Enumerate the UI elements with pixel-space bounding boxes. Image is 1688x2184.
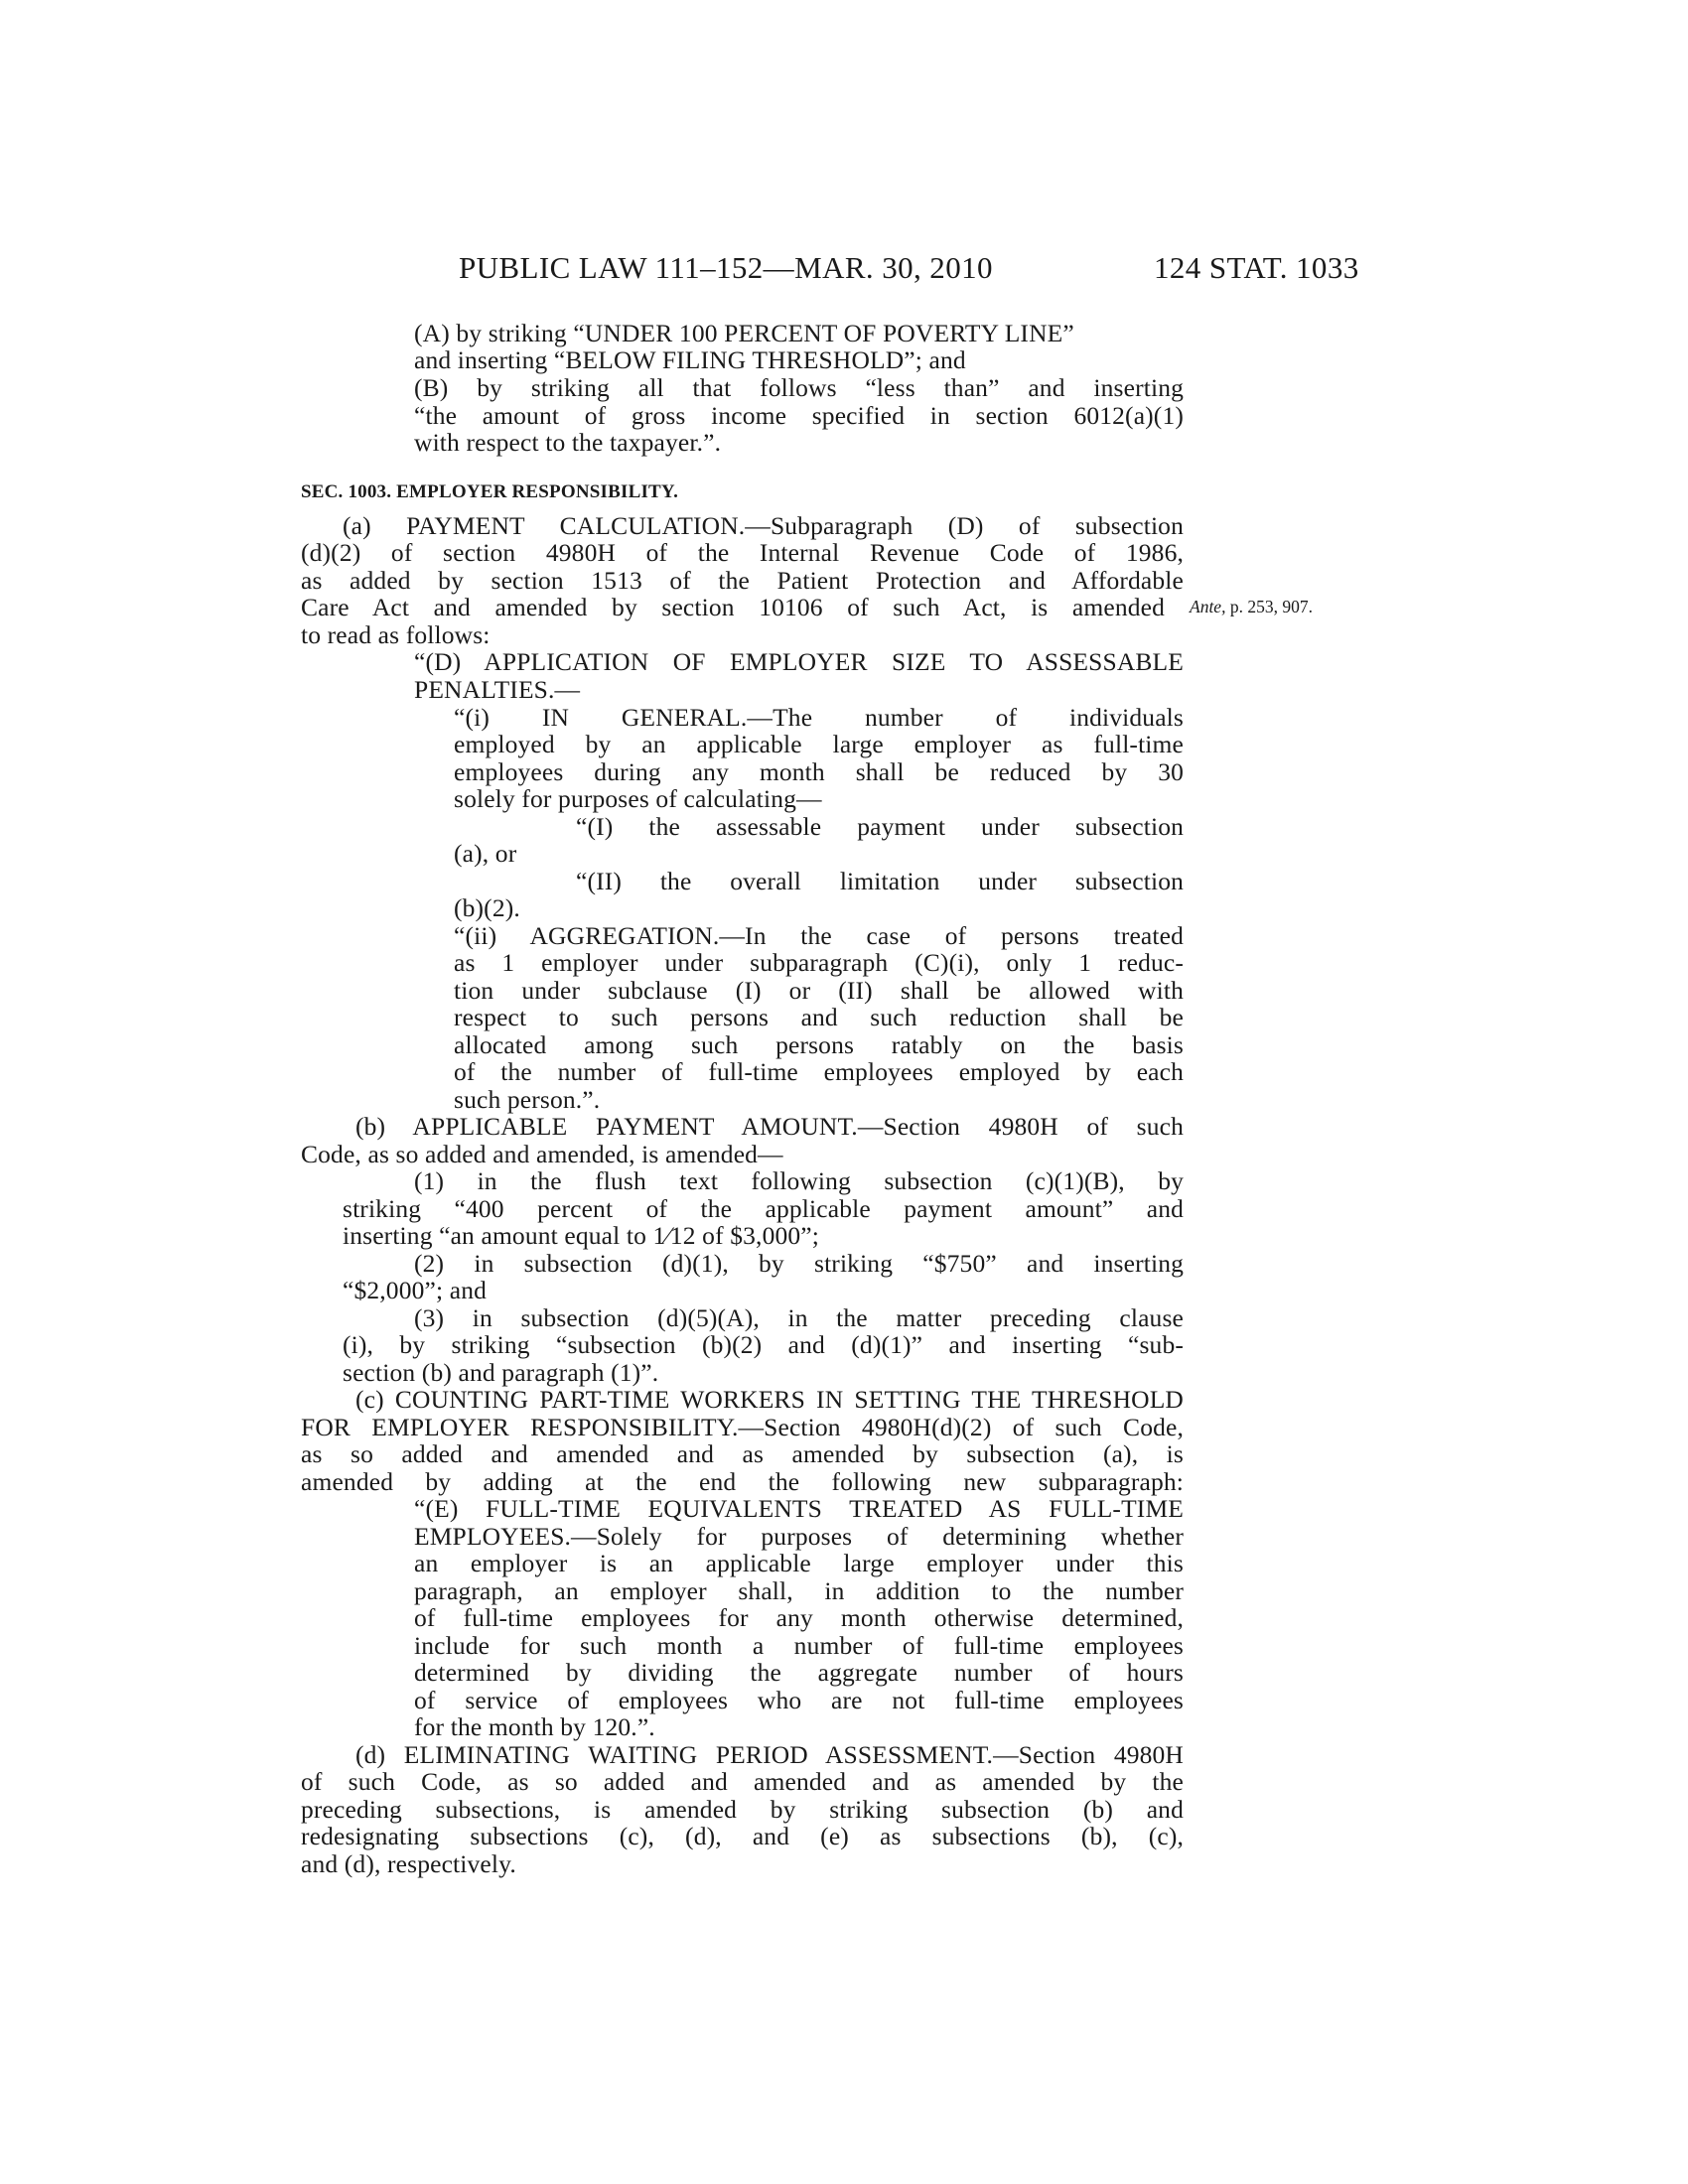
text-line: inserting “an amount equal to 1⁄12 of $3,000”;	[343, 1221, 819, 1250]
text-line: for the month by 120.”.	[414, 1712, 655, 1741]
text-line: PENALTIES.—	[414, 675, 581, 704]
text-line: (1) in the flush text following subsection (c)(1)(B), by	[414, 1166, 1184, 1195]
text-line: allocated among such persons ratably on the basis	[454, 1030, 1184, 1059]
text-line: (d) ELIMINATING WAITING PERIOD ASSESSMENT.—Section 4980H	[355, 1740, 1184, 1769]
text-line: solely for purposes of calculating—	[454, 784, 822, 813]
text-line: respect to such persons and such reduction shall be	[454, 1003, 1184, 1031]
text-line: (a), or	[454, 839, 517, 868]
text-line: “(D) APPLICATION OF EMPLOYER SIZE TO ASSESSABLE	[414, 647, 1184, 676]
text-line: (B) by striking all that follows “less than” and inserting	[414, 373, 1184, 402]
page-header-title: PUBLIC LAW 111–152—MAR. 30, 2010	[459, 250, 993, 285]
text-line: Code, as so added and amended, is amended—	[301, 1140, 783, 1168]
text-line: of the number of full-time employees employed by each	[454, 1057, 1184, 1086]
text-line: FOR EMPLOYER RESPONSIBILITY.—Section 4980H(d)(2) of such Code,	[301, 1413, 1184, 1441]
margin-note	[1190, 594, 1313, 621]
text-line: paragraph, an employer shall, in addition to the number	[414, 1576, 1184, 1605]
page-header-stat: 124 STAT. 1033	[1154, 250, 1359, 285]
margin-note-pages: p. 253, 907.	[1225, 597, 1313, 616]
text-line: redesignating subsections (c), (d), and (e) as subsections (b), (c),	[301, 1822, 1184, 1850]
text-line: (2) in subsection (d)(1), by striking “$750” and inserting	[414, 1249, 1184, 1278]
text-line: employed by an applicable large employer as full-time	[454, 730, 1184, 758]
text-line: “(I) the assessable payment under subsection	[576, 812, 1184, 841]
text-line: section (b) and paragraph (1)”.	[343, 1358, 659, 1387]
section-heading: SEC. 1003. EMPLOYER RESPONSIBILITY.	[301, 481, 679, 502]
text-line: and (d), respectively.	[301, 1849, 516, 1878]
text-line: preceding subsections, is amended by striking subsection (b) and	[301, 1795, 1184, 1824]
text-line: (d)(2) of section 4980H of the Internal Revenue Code of 1986,	[301, 538, 1184, 567]
text-line: “(II) the overall limitation under subsection	[576, 867, 1184, 895]
text-line: of such Code, as so added and amended and as amended by the	[301, 1767, 1184, 1796]
text-line: (c) COUNTING PART-TIME WORKERS IN SETTING THE THRESHOLD	[355, 1385, 1184, 1414]
text-line: as added by section 1513 of the Patient Protection and Affordable	[301, 566, 1184, 595]
text-line: “(ii) AGGREGATION.—In the case of persons treated	[454, 921, 1184, 950]
text-line: (a) PAYMENT CALCULATION.—Subparagraph (D) of subsection	[343, 511, 1184, 540]
text-line: “the amount of gross income specified in section 6012(a)(1)	[414, 401, 1184, 430]
text-line: (b) APPLICABLE PAYMENT AMOUNT.—Section 4980H of such	[355, 1112, 1184, 1141]
text-line: tion under subclause (I) or (II) shall be allowed with	[454, 976, 1184, 1005]
text-line: and inserting “BELOW FILING THRESHOLD”; and	[414, 345, 966, 374]
text-line: determined by dividing the aggregate number of hours	[414, 1658, 1184, 1687]
text-line: (A) by striking “UNDER 100 PERCENT OF POVERTY LINE”	[414, 319, 1074, 347]
text-line: (b)(2).	[454, 893, 520, 922]
text-line: employees during any month shall be reduced by 30	[454, 757, 1184, 786]
text-line: striking “400 percent of the applicable payment amount” and	[343, 1194, 1184, 1223]
margin-note-ante: Ante,	[1190, 597, 1226, 616]
text-line: amended by adding at the end the following new subparagraph:	[301, 1467, 1184, 1496]
text-line: “$2,000”; and	[343, 1276, 487, 1304]
text-line: of service of employees who are not full-time employees	[414, 1686, 1184, 1714]
text-line: with respect to the taxpayer.”.	[414, 428, 722, 457]
text-line: “(i) IN GENERAL.—The number of individuals	[454, 703, 1184, 732]
text-line: (3) in subsection (d)(5)(A), in the matter preceding clause	[414, 1303, 1184, 1332]
text-line: as 1 employer under subparagraph (C)(i), only 1 reduc-	[454, 948, 1184, 977]
text-line: “(E) FULL-TIME EQUIVALENTS TREATED AS FULL-TIME	[414, 1494, 1184, 1523]
text-line: include for such month a number of full-time employees	[414, 1631, 1184, 1660]
text-line: of full-time employees for any month otherwise determined,	[414, 1603, 1184, 1632]
text-line: such person.”.	[454, 1085, 601, 1114]
text-line: Care Act and amended by section 10106 of such Act, is amended	[301, 593, 1165, 621]
text-line: an employer is an applicable large employer under this	[414, 1549, 1184, 1577]
text-line: EMPLOYEES.—Solely for purposes of determining whether	[414, 1522, 1184, 1551]
text-line: as so added and amended and as amended by subsection (a), is	[301, 1439, 1184, 1468]
text-line: (i), by striking “subsection (b)(2) and (d)(1)” and inserting “sub-	[343, 1330, 1184, 1359]
text-line: to read as follows:	[301, 620, 491, 649]
